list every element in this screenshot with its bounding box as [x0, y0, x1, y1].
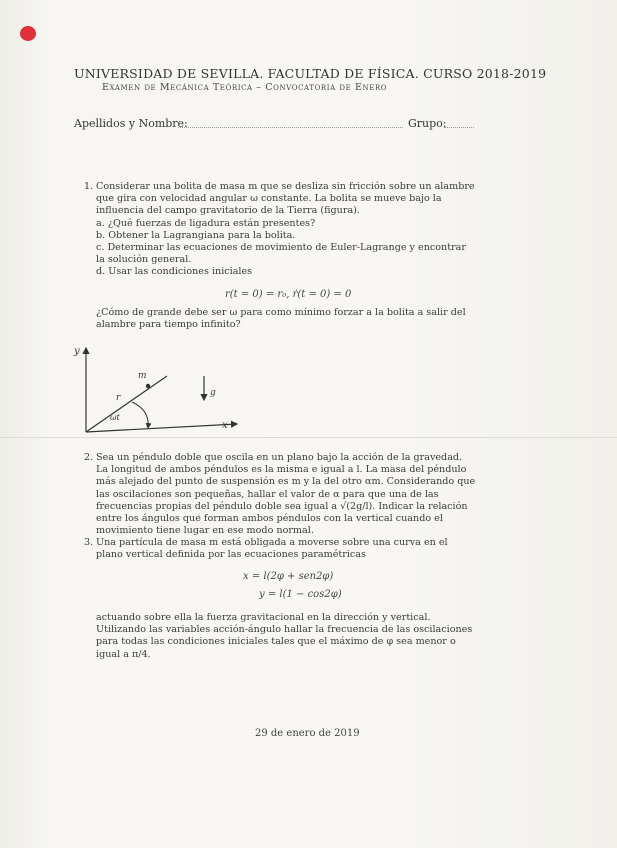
- problem-1-intro: Considerar una bolita de masa m que se desliza sin fricción sobre un alambre que gira con velocidad angular ω constante. La bolita se mueve bajo la influencia del campo gravitatorio de la Tierra (figura).: [96, 181, 475, 217]
- angle-label: ωt: [110, 413, 120, 422]
- exam-header-title: UNIVERSIDAD DE SEVILLA. FACULTAD DE FÍSICA. CURSO 2018-2019: [74, 66, 547, 81]
- problem-2-text: Sea un péndulo doble que oscila en un plano bajo la acción de la gravedad. La longitud de ambos péndulos es la misma e igual a l. La masa del péndulo más alejado del punto de suspensión es m y la del otro αm. Considerando que las oscilaciones son pequeñas, hallar el valor de α para que una de las frecuencias propias del péndulo doble sea igual a √(2g/l). Indicar la relación entre los ángulos que forman ambos péndulos con la vertical cuando el movimiento tiene lugar en ese modo normal.: [96, 452, 476, 537]
- wire-line: [86, 376, 167, 432]
- problem-1-number: 1.: [84, 181, 94, 192]
- bead-mass: [146, 384, 150, 388]
- problem-1-question: ¿Cómo de grande debe ser ω para como mínimo forzar a la bolita a salir del alambre para tiempo infinito?: [96, 307, 466, 331]
- exam-header-subtitle: Examen de Mecánica Teórica – Convocatoria de Enero: [102, 82, 388, 93]
- wire-figure: [62, 340, 262, 440]
- problem-3-equation-x: x = l(2φ + sen2φ): [243, 571, 334, 582]
- exam-date: 29 de enero de 2019: [255, 728, 360, 739]
- problem-3-number: 3.: [84, 537, 94, 548]
- g-label: g: [210, 388, 216, 398]
- y-axis-label: y: [74, 346, 80, 357]
- name-group-row: [74, 117, 474, 130]
- mass-label: m: [138, 371, 147, 381]
- r-label: r: [116, 393, 121, 403]
- problem-1-item-d: d. Usar las condiciones iniciales: [96, 266, 253, 277]
- problem-3-equation-y: y = l(1 − cos2φ): [259, 589, 342, 600]
- problem-2-number: 2.: [84, 452, 94, 463]
- name-label: Apellidos y Nombre:: [74, 117, 188, 130]
- group-field-line[interactable]: [444, 127, 474, 128]
- problem-1-item-b: b. Obtener la Lagrangiana para la bolita.: [96, 230, 296, 241]
- problem-3-intro: Una partícula de masa m está obligada a moverse sobre una curva en el plano vertical definida por las ecuaciones paramétricas: [96, 537, 448, 561]
- problem-1-item-c: c. Determinar las ecuaciones de movimiento de Euler-Lagrange y encontrar la solución general.: [96, 242, 466, 266]
- x-axis-label: x: [222, 420, 228, 431]
- problem-3-text: actuando sobre ella la fuerza gravitacional en la dirección y vertical. Utilizando las variables acción-ángulo hallar la frecuencia de las oscilaciones para todas las condiciones iniciales tales que el máximo de φ sea menor o igual a π/4.: [96, 612, 473, 660]
- angle-arc: [132, 402, 148, 428]
- red-marker-dot: [20, 26, 36, 41]
- group-label: Grupo:: [408, 117, 447, 130]
- problem-1-equation: r(t = 0) = r₀, ṙ(t = 0) = 0: [225, 289, 352, 300]
- name-field-line[interactable]: [178, 127, 403, 128]
- x-axis: [86, 424, 237, 432]
- problem-1-item-a: a. ¿Qué fuerzas de ligadura están presentes?: [96, 218, 316, 229]
